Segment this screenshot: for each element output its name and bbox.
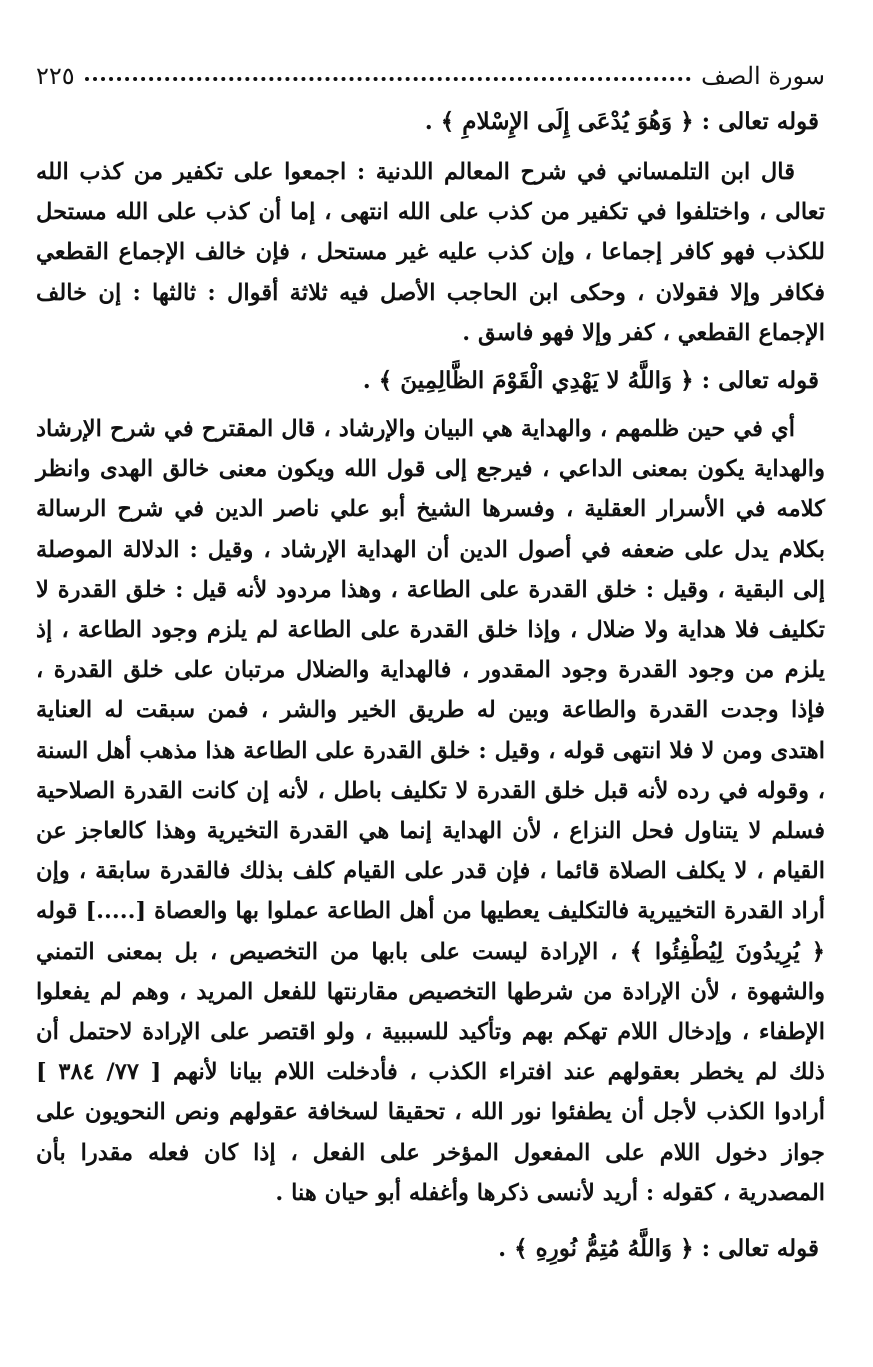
page <box>36 56 825 1327</box>
surah-title: سورة الصف <box>701 62 825 90</box>
verse-heading-2: قوله تعالى : ﴿ وَاللَّهُ لا يَهْدِي الْقَوْمَ الظَّالِمِينَ ﴾ . <box>362 367 819 395</box>
verse-heading-1: قوله تعالى : ﴿ وَهُوَ يُدْعَى إِلَى الإِسْلامِ ﴾ . <box>424 108 819 135</box>
commentary-paragraph-2: أي في حين ظلمهم ، والهداية هي البيان والإرشاد ، قال المقترح في شرح الإرشاد والهداية يكون بمعنى الداعي ، فيرجع إلى قول الله ويكون معنى خالق الهدى وانظر كلامه في الأسرار العقلية ، وفسرها الشيخ أبو علي ناصر الدين في شرح الرسالة بكلام يدل على ضعفه في أصول الدين أن الهداية الإرشاد ، وقيل : الدلالة الموصلة إلى البقية ، وقيل : خلق القدرة على الطاعة ، وهذا مردود لأنه قيل : خلق القدرة لا تكليف فلا هداية ولا ضلال ، وإذا خلق القدرة على الطاعة لم يلزم وجود الطاعة ، إذ يلزم من وجود القدرة وجود المقدور ، فالهداية والضلال مرتبان على خلق القدرة ، فإذا وجدت القدرة والطاعة وبين له طريق الخير والشر ، فمن سبقت له العناية اهتدى ومن لا فلا انتهى قوله ، وقيل : خلق القدرة على الطاعة هذا مذهب أهل السنة ، وقوله في رده لأنه قبل خلق القدرة لا تكليف باطل ، لأنه إن كانت القدرة الصلاحية فسلم لا يتناول فحل النزاع ، لأن الهداية إنما هي القدرة التخيرية وهذا كالعاجز عن القيام ، لا يكلف الصلاة قائما ، فإن قدر على القيام كلف بذلك فالقدرة سابقة ، وإن أراد القدرة التخييرية فالتكليف يعطيها من أهل الطاعة عملوا بها والعصاة [.....] قوله ﴿ يُرِيدُونَ لِيُطْفِئُوا ﴾ ، الإرادة ليست على بابها من التخصيص ، بل بمعنى التمني والشهوة ، لأن الإرادة من شرطها التخصيص مقارنتها للفعل المريد ، وهم لم يفعلوا الإطفاء ، وإدخال اللام تهكم بهم وتأكيد للسببية ، ولو اقتصر على الإرادة لاحتمل أن ذلك لم يخطر بعقولهم عند افتراء الكذب ، فأدخلت اللام بيانا لأنهم [ ٧٧/ ٣٨٤ ] أرادوا الكذب لأجل أن يطفئوا نور الله ، تحقيقا لسخافة عقولهم ونص النحويون على جواز دخول اللام على المفعول المؤخر على الفعل ، إذا كان فعله مقدرا بأن المصدرية ، كقوله : أريد لأنسى ذكرها وأغفله أبو حيان هنا . <box>36 416 825 1206</box>
running-header <box>36 56 825 96</box>
page-number: ٢٢٥ <box>36 62 75 90</box>
dotted-leader <box>85 77 691 81</box>
commentary-paragraph-1: قال ابن التلمساني في شرح المعالم اللدنية : اجمعوا على تكفير من كذب الله تعالى ، واختلفوا في تكفير من كذب على الله انتهى ، إما أن كذب على الله مستحل للكذب فهو كافر إجماعا ، وإن كذب عليه غير مستحل ، فإن خالف الإجماع القطعي فكافر وإلا فقولان ، وحكى ابن الحاجب الأصل فيه ثلاثة أقوال : ثالثها : إن خالف الإجماع القطعي ، كفر وإلا فهو فاسق . <box>36 159 825 346</box>
verse-heading-3: قوله تعالى : ﴿ وَاللَّهُ مُتِمُّ نُورِهِ ﴾ . <box>498 1235 819 1263</box>
